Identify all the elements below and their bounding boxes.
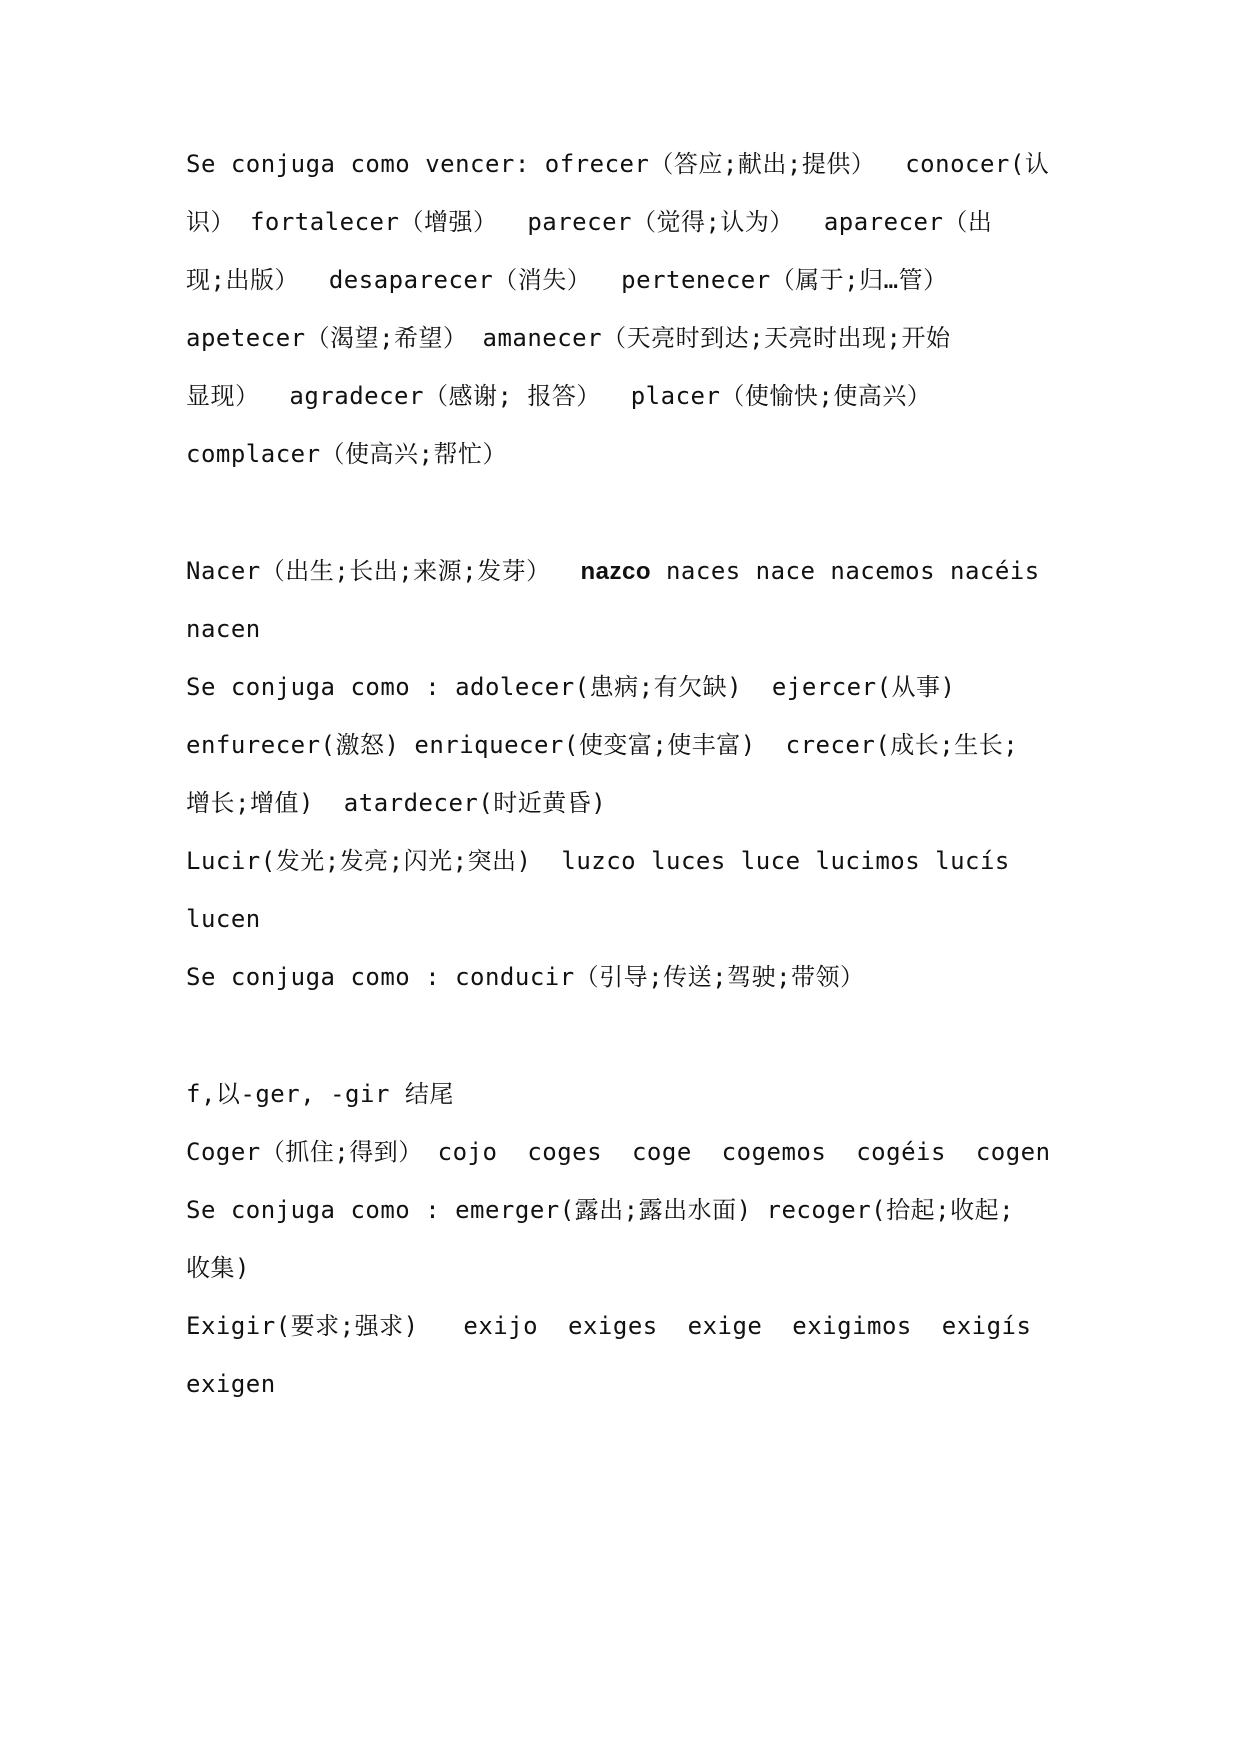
- nacer-suffix: naces nace nacemos nacéis: [651, 557, 1040, 585]
- text-line: 增长;增值) atardecer(时近黄昏): [186, 789, 607, 817]
- text-line: Se conjuga como : emerger(露出;露出水面) recoger(拾起;收起;: [186, 1196, 1015, 1224]
- text-line: 显现） agradecer（感谢; 报答） placer（使愉快;使高兴）: [186, 382, 932, 410]
- text-line: Exigir(要求;强求) exijo exiges exige exigimos exigís: [186, 1312, 1032, 1340]
- nacer-line: [186, 553, 1086, 590]
- text-line: lucen: [186, 905, 261, 933]
- text-line: Se conjuga como : conducir（引导;传送;驾驶;带领）: [186, 963, 865, 991]
- section-heading: f,以-ger, -gir 结尾: [186, 1080, 454, 1108]
- text-line: 现;出版） desaparecer（消失） pertenecer（属于;归…管）: [186, 266, 948, 294]
- text-line: nacen: [186, 615, 261, 643]
- text-line: 收集): [186, 1254, 250, 1282]
- text-line: complacer（使高兴;帮忙）: [186, 440, 507, 468]
- nacer-bold-form: nazco: [580, 558, 652, 585]
- text-line: enfurecer(激怒) enriquecer(使变富;使丰富) crecer(成长;生长;: [186, 731, 1019, 759]
- text-line: Se conjuga como vencer: ofrecer（答应;献出;提供） conocer(认: [186, 150, 1050, 178]
- text-line: exigen: [186, 1370, 276, 1398]
- text-line: apetecer（渴望;希望） amanecer（天亮时到达;天亮时出现;开始: [186, 324, 951, 352]
- nacer-prefix: Nacer（出生;长出;来源;发芽）: [186, 557, 581, 585]
- text-line: Se conjuga como : adolecer(患病;有欠缺) ejercer(从事): [186, 673, 956, 701]
- text-line: Coger（抓住;得到） cojo coges coge cogemos cogéis cogen: [186, 1138, 1051, 1166]
- text-line: 识） fortalecer（增强） parecer（觉得;认为） aparecer（出: [186, 208, 993, 236]
- text-line: Lucir(发光;发亮;闪光;突出) luzco luces luce lucimos lucís: [186, 847, 1010, 875]
